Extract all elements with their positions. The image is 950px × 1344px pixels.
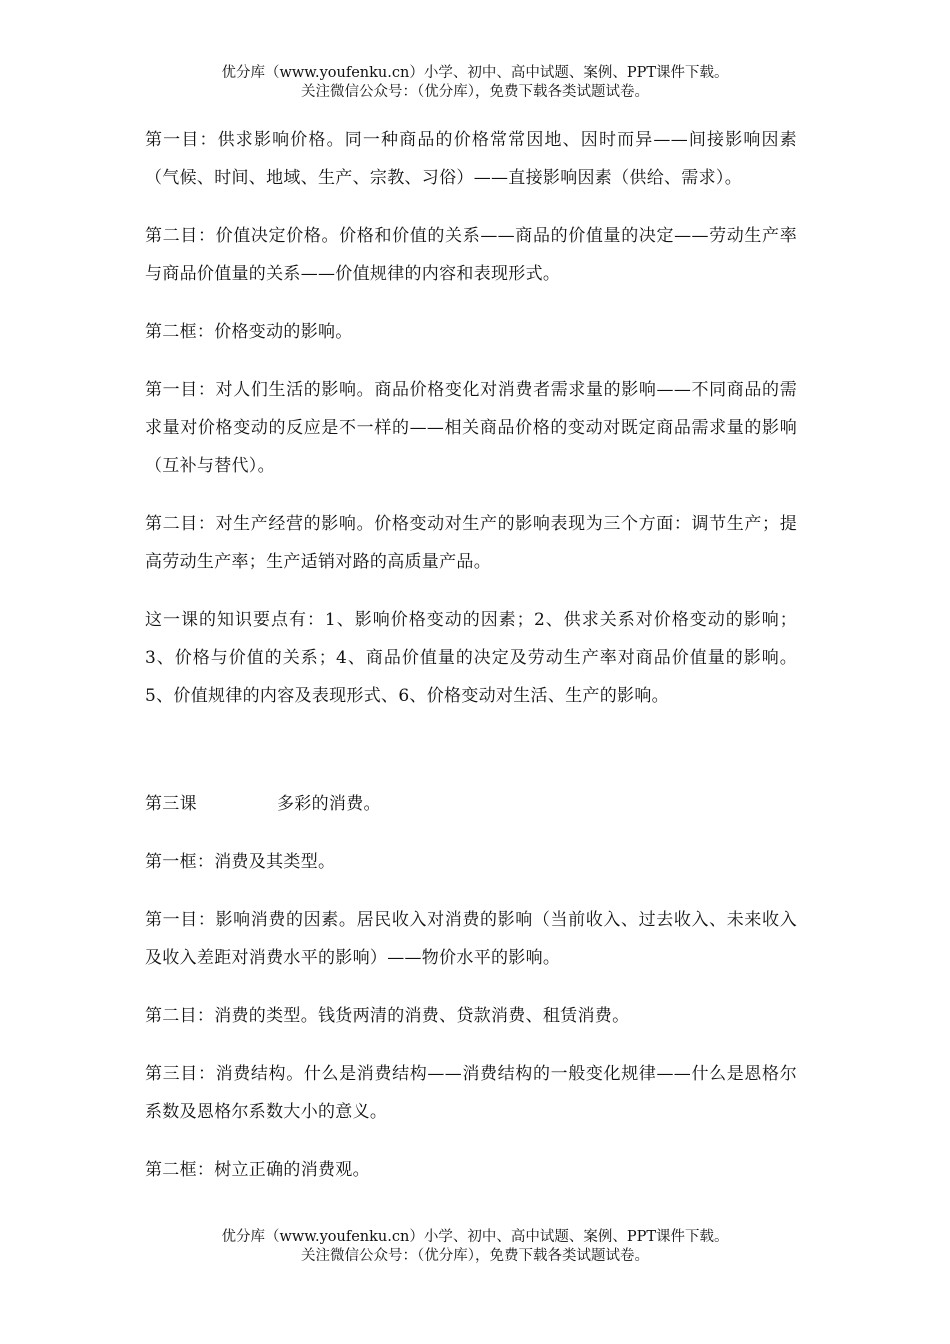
paragraph: 第二目：消费的类型。钱货两清的消费、贷款消费、租赁消费。 xyxy=(145,1006,630,1026)
document-body xyxy=(145,121,797,1209)
paragraph: 第一目：供求影响价格。同一种商品的价格常常因地、因时而异——间接影响因素（气候、时间、地域、生产、宗教、习俗）——直接影响因素（供给、需求）。 xyxy=(145,130,797,188)
paragraph: 第二框：树立正确的消费观。 xyxy=(145,1160,370,1180)
paragraph: 第一目：影响消费的因素。居民收入对消费的影响（当前收入、过去收入、未来收入及收入差距对消费水平的影响）——物价水平的影响。 xyxy=(145,910,797,968)
lesson-title: 多彩的消费。 xyxy=(277,794,381,814)
paragraph: 第一框：消费及其类型。 xyxy=(145,852,336,872)
paragraph: 第二框：价格变动的影响。 xyxy=(145,322,353,342)
paragraph: 这一课的知识要点有：1、影响价格变动的因素；2、供求关系对价格变动的影响；3、价格与价值的关系；4、商品价值量的决定及劳动生产率对商品价值量的影响。5、价值规律的内容及表现形式、6、价格变动对生活、生产的影响。 xyxy=(145,610,797,706)
footer-line-2: 关注微信公众号：（优分库），免费下载各类试题试卷。 xyxy=(301,1248,649,1264)
page-footer xyxy=(0,1228,950,1266)
lesson-number: 第三课 xyxy=(145,794,197,814)
lesson-heading xyxy=(145,785,797,823)
header-line-2: 关注微信公众号：（优分库），免费下载各类试题试卷。 xyxy=(301,84,649,100)
footer-line-1: 优分库（www.youfenku.cn）小学、初中、高中试题、案例、PPT课件下载。 xyxy=(221,1229,729,1245)
paragraph: 第二目：对生产经营的影响。价格变动对生产的影响表现为三个方面：调节生产；提高劳动生产率；生产适销对路的高质量产品。 xyxy=(145,514,797,572)
paragraph: 第二目：价值决定价格。价格和价值的关系——商品的价值量的决定——劳动生产率与商品价值量的关系——价值规律的内容和表现形式。 xyxy=(145,226,797,284)
paragraph: 第一目：对人们生活的影响。商品价格变化对消费者需求量的影响——不同商品的需求量对价格变动的反应是不一样的——相关商品价格的变动对既定商品需求量的影响（互补与替代）。 xyxy=(145,380,797,476)
page-header xyxy=(0,64,950,102)
header-line-1: 优分库（www.youfenku.cn）小学、初中、高中试题、案例、PPT课件下载。 xyxy=(221,65,729,81)
paragraph: 第三目：消费结构。什么是消费结构——消费结构的一般变化规律——什么是恩格尔系数及恩格尔系数大小的意义。 xyxy=(145,1064,797,1122)
